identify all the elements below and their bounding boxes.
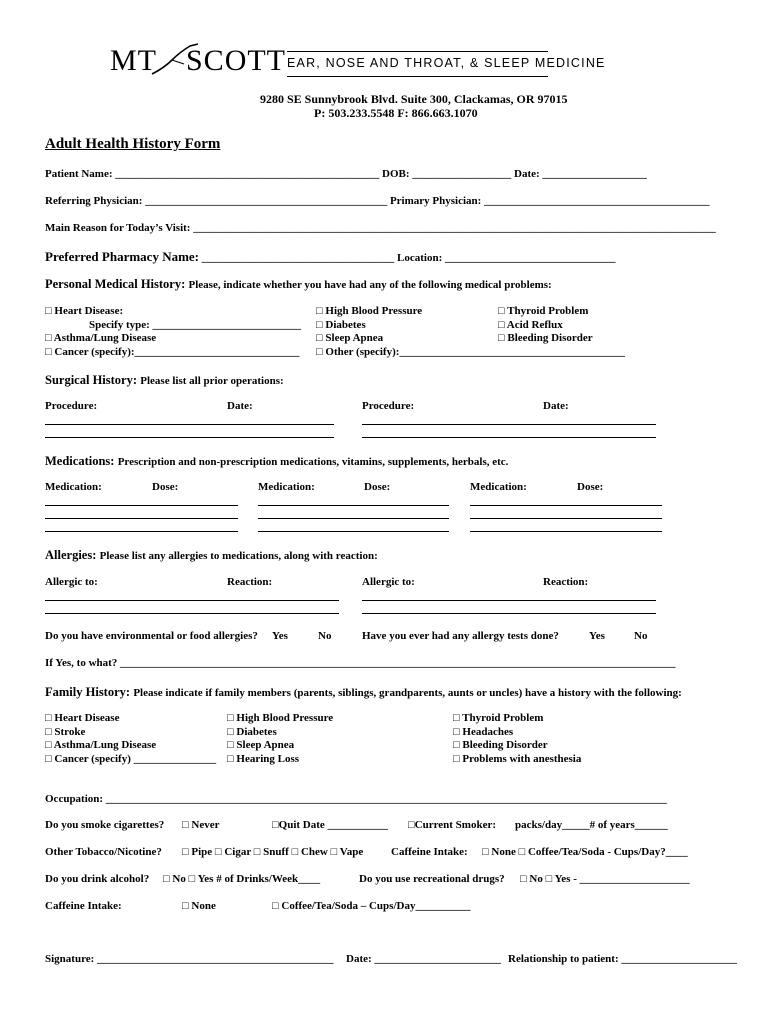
medications-instructions: Prescription and non-prescription medications, vitamins, supplements, herbals, etc.	[117, 456, 509, 468]
procedure-date-label: Date:	[227, 400, 253, 412]
medications-heading-label: Medications:	[45, 454, 115, 468]
dose-label: Dose:	[152, 481, 179, 493]
pharmacy-row[interactable]	[45, 248, 616, 266]
medication-label: Medication:	[258, 481, 315, 493]
allergy-tests-question: Have you ever had any allergy tests done?	[362, 630, 559, 642]
pmh-instructions: Please, indicate whether you have had any of the following medical problems:	[188, 279, 552, 291]
caffeine-inline-options[interactable]: □ None □ Coffee/Tea/Soda - Cups/Day?____	[482, 846, 688, 858]
smoke-quit-checkbox[interactable]: □Quit Date ___________	[272, 819, 389, 831]
surgical-entry-line[interactable]	[45, 437, 334, 438]
pmh-column-1[interactable]	[45, 305, 301, 359]
family-heading-label: Family History:	[45, 685, 131, 699]
allergy-entry-line[interactable]	[362, 613, 656, 614]
address-phone: P: 503.233.5548 F: 866.663.1070	[314, 106, 478, 120]
medication-entry-line[interactable]	[470, 531, 662, 532]
dose-label: Dose:	[577, 481, 604, 493]
env-allergy-no[interactable]: No	[318, 630, 332, 642]
medication-entry-line[interactable]	[470, 505, 662, 506]
smoke-current-checkbox[interactable]: □Current Smoker:	[408, 819, 497, 831]
caffeine-question: Caffeine Intake:	[45, 900, 122, 912]
family-column-3[interactable]	[453, 712, 581, 766]
fh-thyroid-checkbox[interactable]: □ Thyroid Problem	[453, 712, 544, 724]
pharmacy-label: Preferred Pharmacy Name:	[45, 249, 200, 264]
family-instructions: Please indicate if family members (parents, siblings, grandparents, aunts or uncles) have a history with the following:	[133, 687, 682, 699]
procedure-label: Procedure:	[45, 400, 98, 412]
allergy-entry-line[interactable]	[45, 613, 339, 614]
fh-anesthesia-checkbox[interactable]: □ Problems with anesthesia	[453, 752, 582, 765]
medication-label: Medication:	[45, 481, 102, 493]
if-yes-field[interactable]: If Yes, to what? _____________________________________________________________________________________________________	[45, 657, 676, 669]
alcohol-options[interactable]: □ No □ Yes # of Drinks/Week____	[163, 873, 321, 885]
alcohol-question: Do you drink alcohol?	[45, 873, 150, 885]
caffeine-inline-label: Caffeine Intake:	[391, 846, 468, 858]
visit-reason-field[interactable]: Main Reason for Today’s Visit: _______________________________________________________________________________________________	[45, 222, 716, 234]
smoke-question: Do you smoke cigarettes?	[45, 819, 165, 831]
fh-hbp-checkbox[interactable]: □ High Blood Pressure	[227, 712, 334, 724]
pmh-other-checkbox[interactable]: □ Other (specify):_________________________________________	[316, 345, 625, 358]
pmh-heart-type-field[interactable]: Specify type: ___________________________	[89, 318, 302, 331]
pmh-asthma-checkbox[interactable]: □ Asthma/Lung Disease	[45, 332, 157, 344]
surgical-instructions: Please list all prior operations:	[140, 375, 284, 387]
family-column-1[interactable]	[45, 712, 216, 766]
drugs-question: Do you use recreational drugs?	[359, 873, 505, 885]
allergy-entry-line[interactable]	[362, 600, 656, 601]
pmh-hbp-checkbox[interactable]: □ High Blood Pressure	[316, 305, 423, 317]
fh-cancer-checkbox[interactable]: □ Cancer (specify) _______________	[45, 752, 217, 765]
env-allergy-yes[interactable]: Yes	[272, 630, 288, 642]
tobacco-options[interactable]: □ Pipe □ Cigar □ Snuff □ Chew □ Vape	[182, 846, 364, 858]
medication-entry-line[interactable]	[258, 531, 449, 532]
tagline-rule-top	[287, 51, 548, 52]
occupation-field[interactable]: Occupation: ______________________________________________________________________________________________________	[45, 793, 667, 805]
fh-hearing-loss-checkbox[interactable]: □ Hearing Loss	[227, 752, 300, 765]
surgical-entry-line[interactable]	[362, 424, 656, 425]
pmh-thyroid-checkbox[interactable]: □ Thyroid Problem	[498, 305, 589, 317]
fh-diabetes-checkbox[interactable]: □ Diabetes	[227, 725, 277, 738]
medication-entry-line[interactable]	[258, 518, 449, 519]
tagline-rule-bottom	[287, 76, 548, 77]
physician-fields[interactable]: Referring Physician: ____________________________________________ Primary Physician: _________________________________________	[45, 195, 710, 207]
family-column-2[interactable]	[227, 712, 333, 766]
fh-stroke-checkbox[interactable]: □ Stroke	[45, 725, 86, 738]
tobacco-question: Other Tobacco/Nicotine?	[45, 846, 162, 858]
drugs-options[interactable]: □ No □ Yes - ____________________	[520, 873, 690, 885]
medication-entry-line[interactable]	[45, 505, 238, 506]
signature-field[interactable]: Signature: ___________________________________________	[45, 953, 334, 965]
logo-tagline: EAR, NOSE AND THROAT, & SLEEP MEDICINE	[287, 56, 606, 70]
patient-name-dob-date-field[interactable]: Patient Name: ________________________________________________ DOB: __________________ Date: ___________________	[45, 168, 647, 180]
medications-heading	[45, 453, 508, 469]
allergic-to-label: Allergic to:	[362, 576, 415, 588]
personal-medical-history-heading	[45, 276, 552, 292]
medication-entry-line[interactable]	[258, 505, 449, 506]
pmh-cancer-checkbox[interactable]: □ Cancer (specify):______________________________	[45, 345, 300, 358]
allergy-tests-yes[interactable]: Yes	[589, 630, 605, 642]
env-allergy-question: Do you have environmental or food allergies?	[45, 630, 258, 642]
surgical-history-heading	[45, 372, 284, 388]
reaction-label: Reaction:	[227, 576, 273, 588]
fh-sleep-apnea-checkbox[interactable]: □ Sleep Apnea	[227, 739, 295, 751]
fh-bleeding-checkbox[interactable]: □ Bleeding Disorder	[453, 739, 548, 751]
procedure-label: Procedure:	[362, 400, 415, 412]
medication-entry-line[interactable]	[470, 518, 662, 519]
allergies-heading-label: Allergies:	[45, 548, 97, 562]
pmh-column-3[interactable]	[498, 305, 593, 346]
pmh-bleeding-checkbox[interactable]: □ Bleeding Disorder	[498, 332, 593, 344]
allergies-instructions: Please list any allergies to medications, along with reaction:	[99, 550, 378, 562]
caffeine-cups-field[interactable]: □ Coffee/Tea/Soda – Cups/Day__________	[272, 900, 471, 912]
family-history-heading	[45, 684, 682, 700]
logo-mt: MT	[110, 44, 157, 77]
caffeine-none-checkbox[interactable]: □ None	[182, 900, 216, 912]
procedure-date-label: Date:	[543, 400, 569, 412]
surgical-heading-label: Surgical History:	[45, 373, 138, 387]
pmh-acid-reflux-checkbox[interactable]: □ Acid Reflux	[498, 318, 563, 331]
relationship-field[interactable]: Relationship to patient: _____________________	[508, 953, 737, 965]
address-line-1: 9280 SE Sunnybrook Blvd. Suite 300, Clackamas, OR 97015	[260, 92, 568, 106]
pharmacy-location-field[interactable]: ___________________________________ Location: _______________________________	[199, 252, 616, 264]
form-title: Adult Health History Form	[45, 136, 221, 152]
allergy-tests-no[interactable]: No	[634, 630, 648, 642]
packs-per-day-field[interactable]: packs/day_____# of years______	[515, 819, 668, 831]
pmh-heading-label: Personal Medical History:	[45, 277, 186, 291]
surgical-entry-line[interactable]	[362, 437, 656, 438]
dose-label: Dose:	[364, 481, 391, 493]
reaction-label: Reaction:	[543, 576, 589, 588]
surgical-entry-line[interactable]	[45, 424, 334, 425]
smoke-never-checkbox[interactable]: □ Never	[182, 819, 220, 831]
medication-entry-line[interactable]	[45, 531, 238, 532]
medication-entry-line[interactable]	[45, 518, 238, 519]
fh-heart-disease-checkbox[interactable]: □ Heart Disease	[45, 712, 120, 724]
fh-asthma-checkbox[interactable]: □ Asthma/Lung Disease	[45, 739, 157, 751]
signature-date-field[interactable]: Date: _______________________	[346, 953, 501, 965]
allergies-heading	[45, 547, 378, 563]
pmh-heart-disease-checkbox[interactable]: □ Heart Disease:	[45, 305, 124, 317]
allergy-entry-line[interactable]	[45, 600, 339, 601]
allergic-to-label: Allergic to:	[45, 576, 98, 588]
pmh-sleep-apnea-checkbox[interactable]: □ Sleep Apnea	[316, 332, 384, 344]
fh-headaches-checkbox[interactable]: □ Headaches	[453, 725, 514, 738]
medication-label: Medication:	[470, 481, 527, 493]
pmh-diabetes-checkbox[interactable]: □ Diabetes	[316, 318, 366, 331]
logo-scott: SCOTT	[186, 44, 287, 77]
